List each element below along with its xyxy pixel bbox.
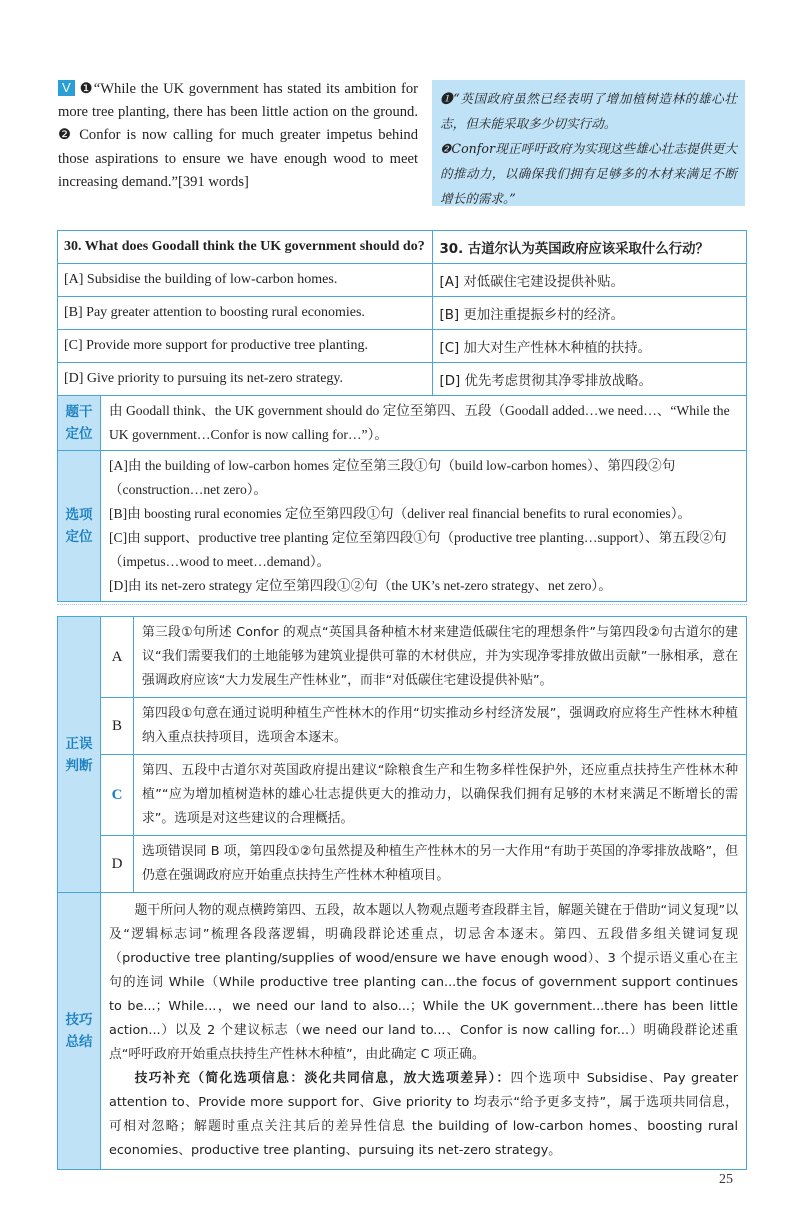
passage-excerpt bbox=[58, 78, 418, 194]
judgement-text-d: 选项错误同 B 项，第四段①②句虽然提及种植生产性林木的另一大作用“有助于英国的净零排放战略”，但仍意在强调政府应开始重点扶持生产性林木种植项目。 bbox=[134, 836, 747, 893]
skills-supplement-text: 四个选项中 Subsidise、Pay greater attention to、Provide more support for、Give priority to 均表示“给予更多支持”，属于选项共同信息，可相对忽略；解题时重点关注其后的差异性信息 the building of low-carbon homes、boosting rural economies、productive tree planting、pursuing its net-zero strategy。 bbox=[109, 1071, 738, 1158]
judgement-letter-a: A bbox=[101, 617, 134, 698]
skills-paragraph-1: 题干所问人物的观点横跨第四、五段，故本题以人物观点题考查段群主旨，解题关键在于借助“词义复现”以及“逻辑标志词”梳理各段落逻辑，明确段群论述重点，切忌舍本逐末。第四、五段借多组关键词复现（productive tree planting/supplies of wood/ensure we have enough wood）、3 个提示语义重心在主句的连词 While（While productive tree planting can...the focus of government support continues to be...；While...，we need our land to also...；While the UK government...there has been little action...）以及 2 个建议标志（we need our land to...、Confor is now calling for...）明确段群论述重点“呼吁政府开始重点扶持生产性林木种植”，由此确定 C 项正确。 bbox=[109, 903, 738, 1062]
judgement-text-b: 第四段①句意在通过说明种植生产性林木的作用“切实推动乡村经济发展”，强调政府应将生产性林木种植纳入重点扶持项目，选项舍本逐末。 bbox=[134, 698, 747, 755]
judgement-label: 正误判断 bbox=[58, 617, 101, 893]
translation-box bbox=[432, 80, 745, 206]
option-d-en: [D] Give priority to pursuing its net-zero strategy. bbox=[58, 363, 433, 396]
skills-label: 技巧总结 bbox=[58, 893, 101, 1170]
question-cn: 30. 古道尔认为英国政府应该采取什么行动？ bbox=[433, 231, 747, 264]
skills-supplement-heading: 技巧补充（简化选项信息：淡化共同信息，放大选项差异）： bbox=[134, 1071, 511, 1086]
word-count: [391 words] bbox=[177, 173, 249, 190]
option-d-cn: [D] 优先考虑贯彻其净零排放战略。 bbox=[433, 363, 747, 396]
stem-label: 题干定位 bbox=[58, 396, 101, 451]
question-table bbox=[57, 230, 747, 602]
translation-line-1: ❶“英国政府虽然已经表明了增加植树造林的雄心壮志，但未能采取多少切实行动。 bbox=[440, 91, 737, 131]
options-locate-label: 选项定位 bbox=[58, 451, 101, 602]
option-a-cn: [A] 对低碳住宅建设提供补贴。 bbox=[433, 264, 747, 297]
judgement-letter-c: C bbox=[101, 755, 134, 836]
question-en: 30. What does Goodall think the UK government should do? bbox=[58, 231, 433, 264]
option-a-en: [A] Subsidise the building of low-carbon homes. bbox=[58, 264, 433, 297]
analysis-table bbox=[57, 616, 747, 1170]
judgement-letter-d: D bbox=[101, 836, 134, 893]
passage-text: ❶“While the UK government has stated its ambition for more tree planting, there has been little action on the ground. ❷ Confor is now calling for much greater impetus behind those aspirations to ensure we have enough wood to meet increasing demand.” bbox=[58, 81, 418, 190]
translation-line-2: ❷Confor现正呼吁政府为实现这些雄心壮志提供更大的推动力，以确保我们拥有足够多的木材来满足不断增长的需求。” bbox=[440, 141, 737, 206]
locate-d: [D]由 its net-zero strategy 定位至第四段①②句（the UK’s net-zero strategy、net zero）。 bbox=[108, 578, 612, 593]
locate-a: [A]由 the building of low-carbon homes 定位至第三段①句（build low-carbon homes）、第四段②句（construction…net zero）。 bbox=[108, 458, 676, 497]
option-b-cn: [B] 更加注重提振乡村的经济。 bbox=[433, 297, 747, 330]
option-b-en: [B] Pay greater attention to boosting rural economies. bbox=[58, 297, 433, 330]
option-c-cn: [C] 加大对生产性林木种植的扶持。 bbox=[433, 330, 747, 363]
skills-body bbox=[101, 893, 747, 1170]
judgement-letter-b: B bbox=[101, 698, 134, 755]
section-divider bbox=[57, 604, 747, 605]
skills-paragraph-2 bbox=[109, 1067, 738, 1163]
judgement-text-c: 第四、五段中古道尔对英国政府提出建议“除粮食生产和生物多样性保护外，还应重点扶持生产性林木种植”“应为增加植树造林的雄心壮志提供更大的推动力，以确保我们拥有足够的木材来满足不断增长的需求”。选项是对这些建议的合理概括。 bbox=[134, 755, 747, 836]
page-number: 25 bbox=[719, 1172, 733, 1187]
options-locate-body bbox=[100, 451, 746, 602]
option-c-en: [C] Provide more support for productive tree planting. bbox=[58, 330, 433, 363]
judgement-text-a: 第三段①句所述 Confor 的观点“英国具备种植木材来建造低碳住宅的理想条件”与第四段②句古道尔的建议“我们需要我们的土地能够为建筑业提供可靠的木材供应，并为实现净零排放做出贡献”一脉相承，意在强调政府应该“大力发展生产性林业”，而非“对低碳住宅建设提供补贴”。 bbox=[134, 617, 747, 698]
stem-locate-text: 由 Goodall think、the UK government should do 定位至第四、五段（Goodall added…we need…、“While the UK government…Confor is now calling for…”）。 bbox=[100, 396, 746, 451]
locate-b: [B]由 boosting rural economies 定位至第四段①句（deliver real financial benefits to rural economies）。 bbox=[108, 506, 692, 521]
section-badge: V bbox=[58, 80, 75, 96]
locate-c: [C]由 support、productive tree planting 定位至第四段①句（productive tree planting…support）、第五段②句（impetus…wood to meet…demand）。 bbox=[108, 530, 727, 569]
